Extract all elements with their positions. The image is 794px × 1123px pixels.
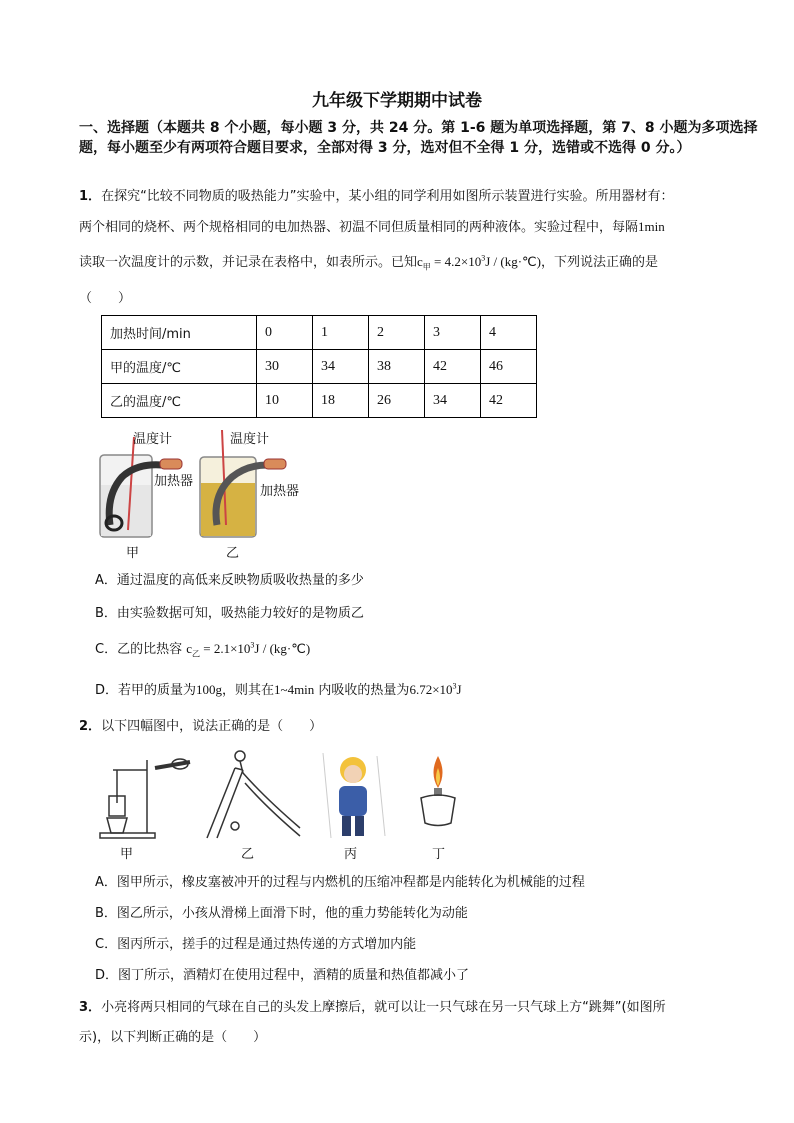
q3-line1: 3．小亮将两只相同的气球在自己的头发上摩擦后，就可以让一只气球在另一只气球上方“跳舞”(如图所 — [79, 1000, 666, 1015]
q2-figure-label-2: 乙 — [241, 847, 255, 862]
table-cell: 26 — [369, 384, 425, 418]
q1-text-4: ，下列说法正确的是 — [540, 255, 658, 270]
q2-figure-label-1: 甲 — [120, 847, 134, 862]
thermometer-label-2: 温度计 — [230, 432, 270, 447]
q2-figure-label-4: 丁 — [432, 847, 446, 862]
page-title: 九年级下学期期中试卷 — [312, 91, 482, 111]
q2-text: 以下四幅图中，说法正确的是（ ） — [101, 719, 323, 734]
q3-number: 3 — [79, 1000, 89, 1015]
table-cell: 38 — [369, 350, 425, 384]
q1-number: 1 — [79, 189, 89, 204]
q1-text-2: 两个相同的烧杯、两个规格相同的电加热器、初温不同但质量相同的两种液体。实验过程中，每隔 — [79, 220, 639, 235]
table-cell: 42 — [425, 350, 481, 384]
q1-line2 — [79, 217, 759, 238]
q2-figure-label-3: 丙 — [344, 847, 358, 862]
table-row — [102, 350, 537, 384]
alcohol-lamp-illustration — [421, 756, 455, 826]
child-rubbing-hands-illustration — [323, 753, 385, 838]
q1-given-formula: $c_甲 = 4.2\times 10^3J$ / (kg·℃) — [417, 253, 541, 272]
q1-line1: 1．在探究“比较不同物质的吸热能力”实验中，某小组的同学利用如图所示装置进行实验。所用器材有： — [79, 189, 674, 204]
q1-interval: 1min — [638, 219, 665, 234]
table-cell: 2 — [369, 316, 425, 350]
heater-label-1: 加热器 — [154, 474, 194, 489]
q2-option-c: C．图丙所示，搓手的过程是通过热传递的方式增加内能 — [95, 937, 417, 952]
table-cell: 3 — [425, 316, 481, 350]
q3-text-1: 小亮将两只相同的气球在自己的头发上摩擦后，就可以让一只气球在另一只气球上方“跳舞”(如图所 — [101, 1000, 666, 1015]
temperature-table — [101, 315, 537, 418]
heater-label-2: 加热器 — [260, 484, 300, 499]
q1-option-d: D．若甲的质量为100g，则其在1~4min 内吸收的热量为$6.72\times 10^3J$ — [95, 681, 462, 698]
table-cell: 30 — [257, 350, 313, 384]
q1-option-c: C．乙的比热容 $c_乙 = 2.1\times 10^3J$ / (kg·℃) — [95, 640, 311, 659]
table-cell: 42 — [481, 384, 537, 418]
table-cell: 46 — [481, 350, 537, 384]
table-cell: 34 — [425, 384, 481, 418]
q3-line2: 示)，以下判断正确的是（ ） — [79, 1030, 267, 1045]
q1-text-3: 读取一次温度计的示数，并记录在表格中，如表所示。已知 — [79, 255, 418, 270]
slide-illustration — [207, 751, 300, 838]
q1-option-b: B．由实验数据可知，吸热能力较好的是物质乙 — [95, 606, 364, 621]
q1-option-a: A．通过温度的高低来反映物质吸收热量的多少 — [95, 573, 364, 588]
q2-stem: 2．以下四幅图中，说法正确的是（ ） — [79, 719, 323, 734]
table-cell: 加热时间/min — [102, 316, 257, 350]
table-cell: 0 — [257, 316, 313, 350]
table-cell: 1 — [313, 316, 369, 350]
table-cell: 10 — [257, 384, 313, 418]
q2-option-b: B．图乙所示，小孩从滑梯上面滑下时，他的重力势能转化为动能 — [95, 906, 468, 921]
table-cell: 甲的温度/℃ — [102, 350, 257, 384]
table-cell: 4 — [481, 316, 537, 350]
table-cell: 乙的温度/℃ — [102, 384, 257, 418]
beaker-label-2: 乙 — [226, 546, 240, 561]
q2-option-d: D．图丁所示，酒精灯在使用过程中，酒精的质量和热值都减小了 — [95, 968, 470, 983]
q1-text-1: 在探究“比较不同物质的吸热能力”实验中，某小组的同学利用如图所示装置进行实验。所用器材有： — [101, 189, 674, 204]
table-cell: 18 — [313, 384, 369, 418]
beaker-label-1: 甲 — [126, 546, 140, 561]
q2-number: 2 — [79, 719, 89, 734]
table-cell: 34 — [313, 350, 369, 384]
section-heading: 一、选择题（本题共 8 个小题，每小题 3 分，共 24 分。第 1-6 题为单项选择题，第 7、8 小题为多项选择题，每小题至少有两项符合题目要求，全部对得 3 分，选对但不全得 1 分，选错或不选得 0 分。） — [79, 120, 758, 156]
thermometer-label-1: 温度计 — [133, 432, 173, 447]
q2-option-a: A．图甲所示，橡皮塞被冲开的过程与内燃机的压缩冲程都是内能转化为机械能的过程 — [95, 875, 585, 890]
q1-line3 — [79, 252, 759, 273]
table-row — [102, 384, 537, 418]
table-row — [102, 316, 537, 350]
q1-answer-blank: （ ） — [79, 291, 132, 306]
test-tube-stand-illustration — [100, 759, 190, 838]
q2-figures — [95, 748, 475, 843]
